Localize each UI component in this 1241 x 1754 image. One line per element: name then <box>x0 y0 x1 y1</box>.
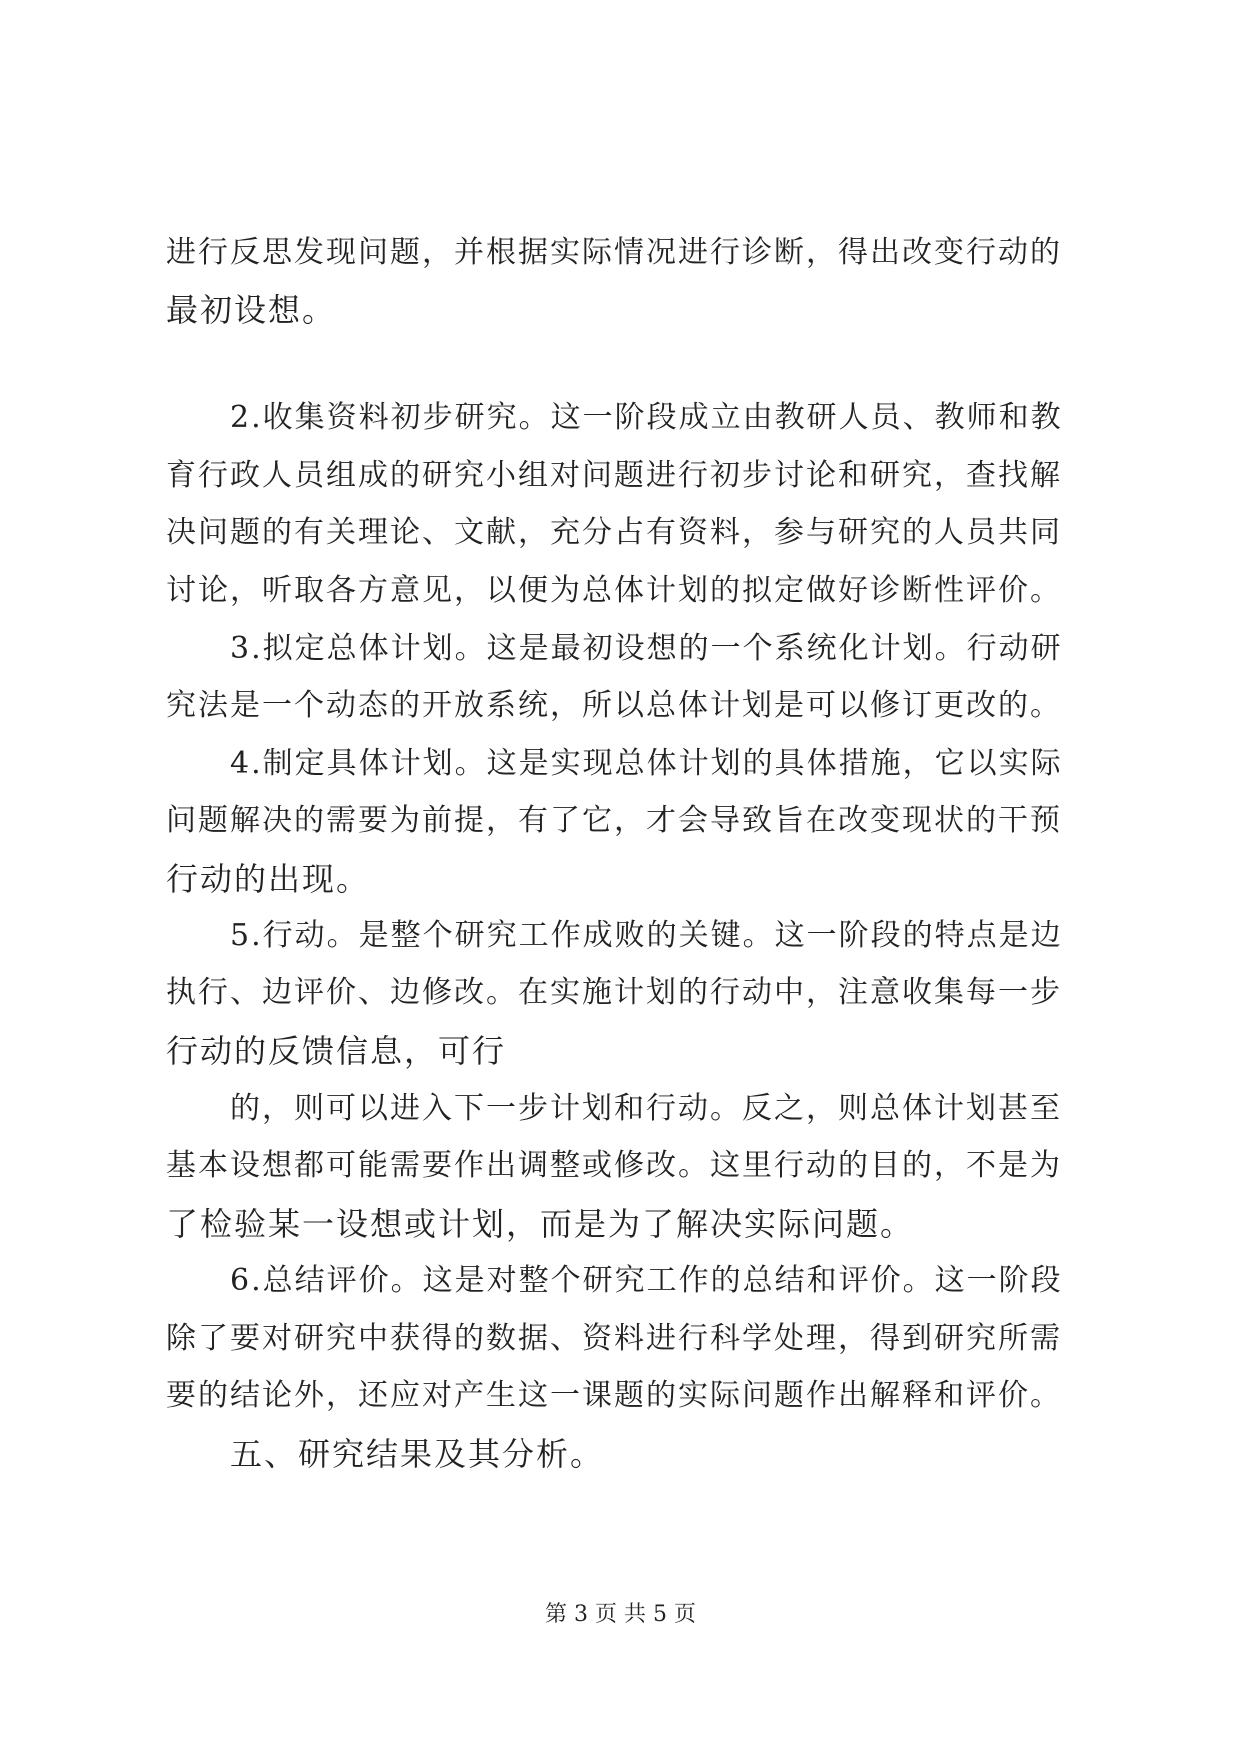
body-text-line: 5.行动。是整个研究工作成败的关键。这一阶段的特点是边 <box>230 918 1063 953</box>
body-text-line: 讨论，听取各方意见，以便为总体计划的拟定做好诊断性评价。 <box>166 573 1062 608</box>
body-text-line: 行动的出现。 <box>166 860 371 898</box>
body-text-line: 进行反思发现问题，并根据实际情况进行诊断，得出改变行动的 <box>166 235 1062 270</box>
body-text-line: 行动的反馈信息，可行 <box>166 1032 507 1070</box>
body-text-line: 究法是一个动态的开放系统，所以总体计划是可以修订更改的。 <box>166 688 1062 723</box>
body-text-line: 除了要对研究中获得的数据、资料进行科学处理，得到研究所需 <box>166 1321 1062 1356</box>
body-text-line: 决问题的有关理论、文献，充分占有资料，参与研究的人员共同 <box>166 515 1062 550</box>
section-heading: 五、研究结果及其分析。 <box>230 1435 605 1473</box>
body-text-line: 育行政人员组成的研究小组对问题进行初步讨论和研究，查找解 <box>166 458 1062 493</box>
body-text-line: 6.总结评价。这是对整个研究工作的总结和评价。这一阶段 <box>230 1263 1063 1298</box>
body-text-line: 4.制定具体计划。这是实现总体计划的具体措施，它以实际 <box>230 746 1063 781</box>
body-text-line: 问题解决的需要为前提，有了它，才会导致旨在改变现状的干预 <box>166 803 1062 838</box>
body-text-line: 最初设想。 <box>166 291 337 329</box>
body-text-line: 基本设想都可能需要作出调整或修改。这里行动的目的，不是为 <box>166 1148 1062 1183</box>
body-text-line: 的，则可以进入下一步计划和行动。反之，则总体计划甚至 <box>230 1091 1062 1126</box>
body-text-line: 了检验某一设想或计划，而是为了解决实际问题。 <box>166 1205 915 1243</box>
body-text-line: 3.拟定总体计划。这是最初设想的一个系统化计划。行动研 <box>230 631 1063 666</box>
body-text-line: 要的结论外，还应对产生这一课题的实际问题作出解释和评价。 <box>166 1378 1062 1413</box>
body-text-line: 执行、边评价、边修改。在实施计划的行动中，注意收集每一步 <box>166 975 1062 1010</box>
page-footer: 第 3 页 共 5 页 <box>545 1602 696 1627</box>
body-text-line: 2.收集资料初步研究。这一阶段成立由教研人员、教师和教 <box>230 400 1063 435</box>
